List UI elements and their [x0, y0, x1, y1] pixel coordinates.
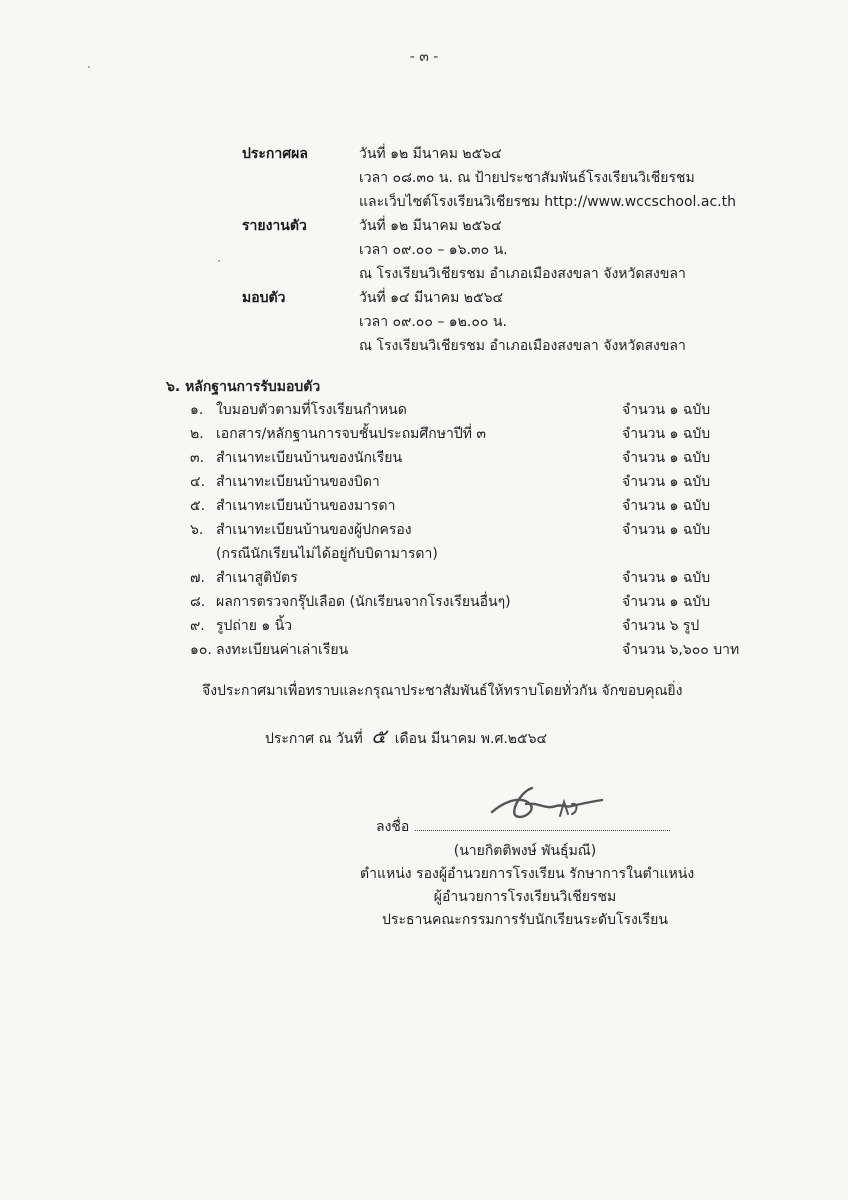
item-text: สำเนาทะเบียนบ้านของนักเรียน [216, 450, 403, 466]
item-number: ๕. [190, 498, 206, 514]
item-quantity: จำนวน ๑ ฉบับ [622, 402, 711, 418]
signer-role: ประธานคณะกรรมการรับนักเรียนระดับโรงเรียน [382, 912, 668, 928]
item-number: ๑๐. [190, 642, 212, 658]
item-text: ผลการตรวจกรุ๊ปเลือด (นักเรียนจากโรงเรียนอื่นๆ) [216, 594, 511, 610]
schedule-line: ณ โรงเรียนวิเชียรชม อำเภอเมืองสงขลา จังหวัดสงขลา [359, 266, 686, 282]
page-number: - ๓ - [409, 49, 439, 65]
schedule-row [242, 262, 762, 286]
item-text: สำเนาสูติบัตร [216, 570, 298, 586]
schedule-line: วันที่ ๑๒ มีนาคม ๒๕๖๔ [359, 218, 502, 234]
schedule-label: รายงานตัว [242, 218, 307, 234]
schedule-line: เวลา ๐๘.๓๐ น. ณ ป้ายประชาสัมพันธ์โรงเรียนวิเชียรชม [359, 170, 695, 186]
list-item [190, 638, 770, 662]
list-item [190, 422, 770, 446]
signer-position-2: ผู้อำนวยการโรงเรียนวิเชียรชม [433, 889, 617, 905]
item-number: ๒. [190, 426, 204, 442]
item-number: ๓. [190, 450, 205, 466]
item-quantity: จำนวน ๖,๖๐๐ บาท [622, 642, 740, 658]
list-item [190, 614, 770, 638]
schedule-row [242, 238, 762, 262]
item-quantity: จำนวน ๑ ฉบับ [622, 498, 711, 514]
item-quantity: จำนวน ๑ ฉบับ [622, 426, 711, 442]
date-suffix: เดือน มีนาคม พ.ศ.๒๕๖๔ [394, 731, 548, 747]
item-quantity: จำนวน ๑ ฉบับ [622, 594, 711, 610]
signer-name: (นายกิตติพงษ์ พันธุ์มณี) [453, 843, 597, 859]
item-text: เอกสาร/หลักฐานการจบชั้นประถมศึกษาปีที่ ๓ [216, 426, 486, 442]
schedule-line: วันที่ ๑๒ มีนาคม ๒๕๖๔ [359, 146, 502, 162]
item-text: สำเนาทะเบียนบ้านของมารดา [216, 498, 396, 514]
list-item [190, 494, 770, 518]
signature-line [376, 816, 670, 838]
item-text: ใบมอบตัวตามที่โรงเรียนกำหนด [216, 402, 407, 418]
schedule-line: และเว็บไซต์โรงเรียนวิเชียรชม http://www.wccschool.ac.th [359, 194, 736, 210]
list-item [190, 446, 770, 470]
item-number: ๖. [190, 522, 204, 538]
schedule-block [242, 142, 762, 358]
schedule-row [242, 190, 762, 214]
list-item [190, 566, 770, 590]
item-text: สำเนาทะเบียนบ้านของบิดา [216, 474, 380, 490]
schedule-line: ณ โรงเรียนวิเชียรชม อำเภอเมืองสงขลา จังหวัดสงขลา [359, 338, 686, 354]
signature-dotted-line [415, 818, 670, 831]
signer-block [360, 840, 695, 932]
item-number: ๔. [190, 474, 206, 490]
schedule-label: มอบตัว [242, 290, 286, 306]
handwritten-day: ๕ [371, 724, 387, 748]
schedule-row [242, 334, 762, 358]
item-quantity: จำนวน ๑ ฉบับ [622, 570, 711, 586]
list-item [190, 590, 770, 614]
schedule-row [242, 142, 762, 166]
schedule-line: เวลา ๐๙.๐๐ – ๑๒.๐๐ น. [359, 314, 507, 330]
item-number: ๑. [190, 402, 204, 418]
schedule-label: ประกาศผล [242, 146, 308, 162]
schedule-line: วันที่ ๑๔ มีนาคม ๒๕๖๔ [359, 290, 504, 306]
schedule-row [242, 166, 762, 190]
announcement-date [265, 720, 547, 752]
list-item [190, 518, 770, 542]
item-number: ๗. [190, 570, 205, 586]
item-text: รูปถ่าย ๑ นิ้ว [216, 618, 293, 634]
signer-position: ตำแหน่ง รองผู้อำนวยการโรงเรียน รักษาการในตำแหน่ง [360, 866, 695, 882]
list-item [190, 470, 770, 494]
schedule-line: เวลา ๐๙.๐๐ – ๑๖.๓๐ น. [359, 242, 508, 258]
document-list [190, 398, 770, 662]
closing-statement: จึงประกาศมาเพื่อทราบและกรุณาประชาสัมพันธ์ให้ทราบโดยทั่วกัน จักขอบคุณยิ่ง [202, 683, 683, 699]
scan-speck [88, 66, 90, 68]
schedule-row [242, 310, 762, 334]
scan-speck [218, 260, 220, 262]
item-note: (กรณีนักเรียนไม่ได้อยู่กับบิดามารดา) [216, 546, 438, 562]
list-item [190, 398, 770, 422]
item-quantity: จำนวน ๑ ฉบับ [622, 474, 711, 490]
signature-label: ลงชื่อ [376, 819, 410, 835]
schedule-row [242, 286, 762, 310]
item-text: สำเนาทะเบียนบ้านของผู้ปกครอง [216, 522, 412, 538]
section-title: ๖. หลักฐานการรับมอบตัว [166, 379, 321, 395]
date-prefix: ประกาศ ณ วันที่ [265, 731, 363, 747]
item-quantity: จำนวน ๑ ฉบับ [622, 450, 711, 466]
item-number: ๘. [190, 594, 206, 610]
item-quantity: จำนวน ๑ ฉบับ [622, 522, 711, 538]
item-number: ๙. [190, 618, 205, 634]
item-text: ลงทะเบียนค่าเล่าเรียน [216, 642, 349, 658]
item-quantity: จำนวน ๖ รูป [622, 618, 700, 634]
schedule-row [242, 214, 762, 238]
list-item-note [190, 542, 770, 566]
